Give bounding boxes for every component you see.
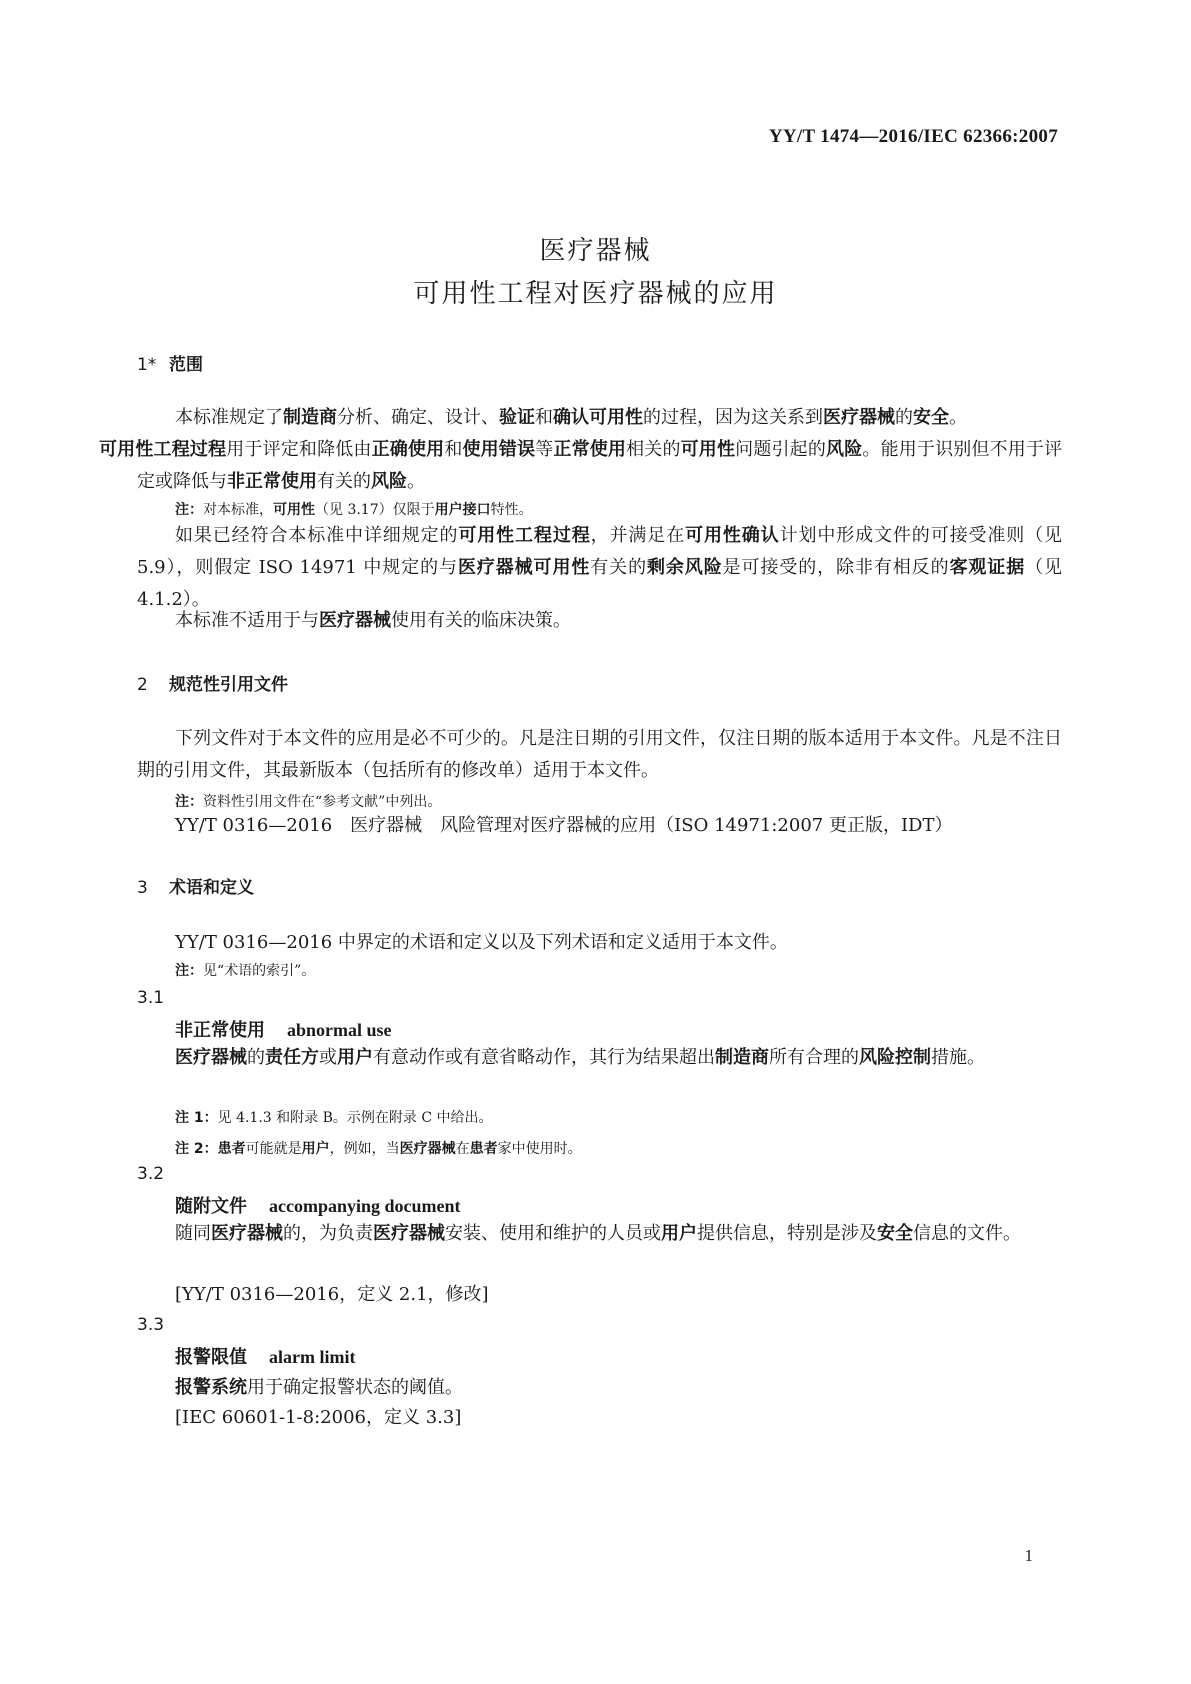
terms-note: 注：见“术语的索引”。 <box>175 963 316 979</box>
page-number: 1 <box>1024 1546 1033 1565</box>
scope-note: 注：对本标准，可用性（见 3.17）仅限于用户接口特性。 <box>175 502 533 518</box>
term-3-3-number: 3.3 <box>137 1315 165 1335</box>
term-3-2-number: 3.2 <box>137 1164 165 1184</box>
term-3-2-title: 随附文件 accompanying document <box>175 1196 461 1217</box>
term-3-3-source: [IEC 60601-1-8:2006，定义 3.3] <box>175 1407 462 1428</box>
term-3-3-definition: 报警系统用于确定报警状态的阈值。 <box>175 1377 463 1398</box>
normative-note: 注：资料性引用文件在“参考文献”中列出。 <box>175 794 442 810</box>
scope-paragraph-2: 如果已经符合本标准中详细规定的可用性工程过程，并满足在可用性确认计划中形成文件的可接受准则（见 5.9），则假定 ISO 14971 中规定的与医疗器械可用性有关的剩余风险是可接受的，除非有相反的客观证据（见 4.1.2）。 <box>137 525 1063 610</box>
term-3-1-definition: 医疗器械的责任方或用户有意动作或有意省略动作，其行为结果超出制造商所有合理的风险控制措施。 <box>175 1047 985 1068</box>
terms-intro: YY/T 0316—2016 中界定的术语和定义以及下列术语和定义适用于本文件。 <box>175 932 788 953</box>
title-line-1: 医疗器械 <box>539 236 652 266</box>
term-3-1-number: 3.1 <box>137 988 165 1008</box>
standard-code: YY/T 1474—2016/IEC 62366:2007 <box>768 126 1058 147</box>
normative-paragraph: 下列文件对于本文件的应用是必不可少的。凡是注日期的引用文件，仅注日期的版本适用于本文件。凡是不注日期的引用文件，其最新版本（包括所有的修改单）适用于本文件。 <box>137 728 1062 781</box>
term-3-2-source: [YY/T 0316—2016，定义 2.1，修改] <box>175 1284 489 1305</box>
section-3-heading: 3 术语和定义 <box>137 878 254 898</box>
normative-reference: YY/T 0316—2016 医疗器械 风险管理对医疗器械的应用（ISO 14971:2007 更正版，IDT） <box>175 815 953 836</box>
term-3-2-definition: 随同医疗器械的，为负责医疗器械安装、使用和维护的人员或用户提供信息，特别是涉及安全信息的文件。 <box>175 1223 1021 1244</box>
title-line-2: 可用性工程对医疗器械的应用 <box>413 279 778 309</box>
section-2-heading: 2 规范性引用文件 <box>137 675 288 695</box>
section-1-heading: 1* 范围 <box>137 355 203 375</box>
term-3-1-note-2: 注 2：患者可能就是用户，例如，当医疗器械在患者家中使用时。 <box>175 1141 582 1157</box>
term-3-1-note-1: 注 1：见 4.1.3 和附录 B。示例在附录 C 中给出。 <box>175 1110 493 1126</box>
scope-paragraph-3: 本标准不适用于与医疗器械使用有关的临床决策。 <box>175 610 571 631</box>
term-3-3-title: 报警限值 alarm limit <box>175 1347 356 1368</box>
term-3-1-title: 非正常使用 abnormal use <box>175 1020 392 1041</box>
scope-paragraph-1: 本标准规定了制造商分析、确定、设计、验证和确认可用性的过程，因为这关系到医疗器械的安全。 可用性工程过程用于评定和降低由正确使用和使用错误等正常使用相关的可用性问题引起的风险。能用于识别但不用于评定或降低与非正常使用有关的风险。 <box>99 407 1063 492</box>
